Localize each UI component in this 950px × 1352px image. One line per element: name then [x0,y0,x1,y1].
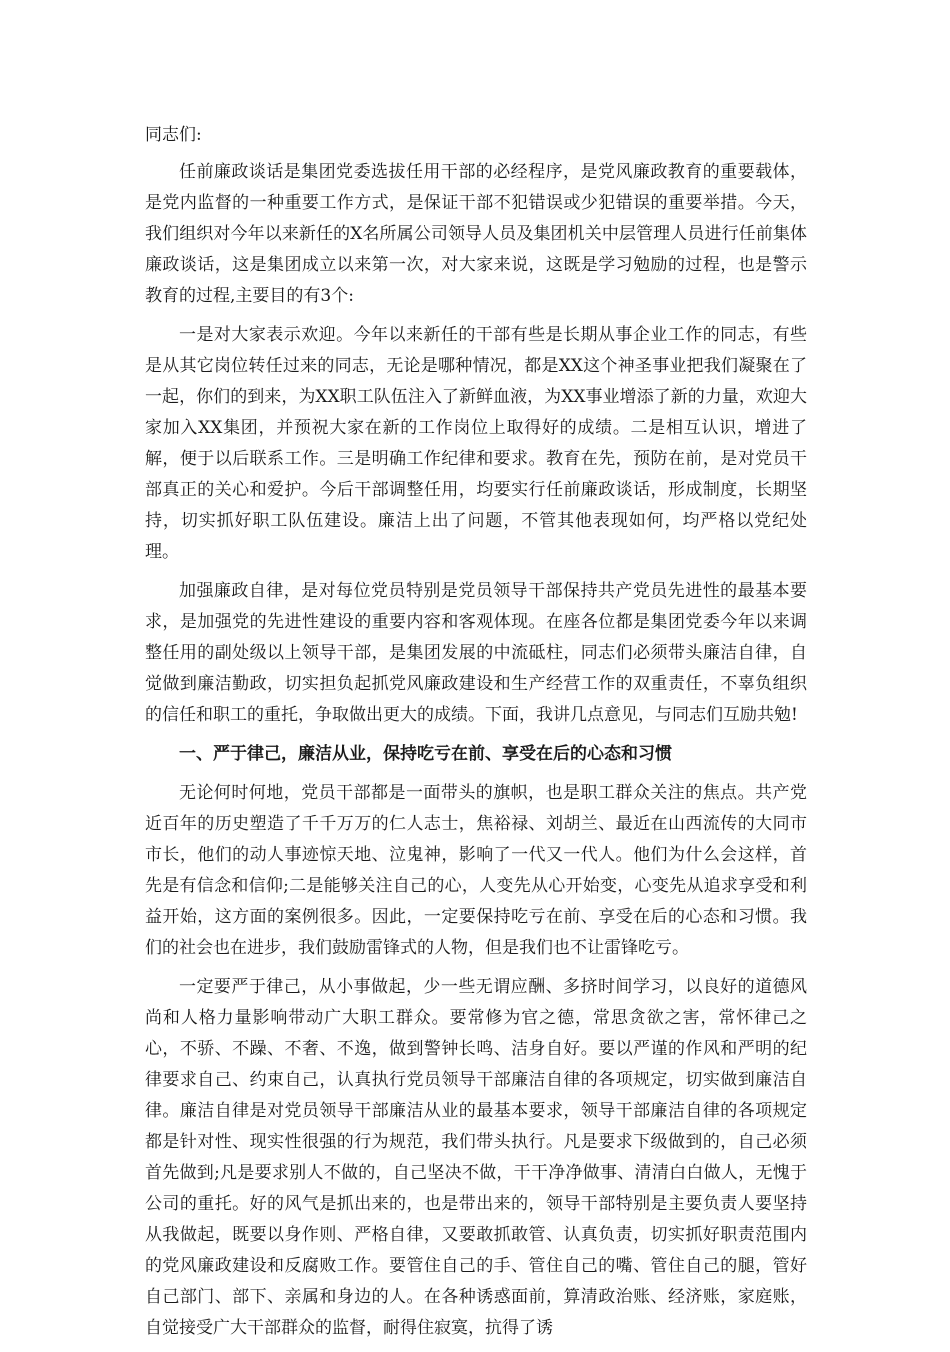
intro-paragraph: 任前廉政谈话是集团党委选拔任用干部的必经程序，是党风廉政教育的重要载体，是党内监督的一种重要工作方式，是保证干部不犯错误或少犯错误的重要举措。今天，我们组织对今年以来新任的X名所属公司领导人员及集团机关中层管理人员进行任前集体廉政谈话，这是集团成立以来第一次，对大家来说，这既是学习勉励的过程，也是警示教育的过程,主要目的有3个: [145,162,807,306]
greeting: 同志们: [145,125,202,145]
section-paragraph: 一定要严于律己，从小事做起，少一些无谓应酬、多挤时间学习，以良好的道德风尚和人格力量影响带动广大职工群众。要常修为官之德，常思贪欲之害，常怀律己之心，不骄、不躁、不奢、不逸，做到警钟长鸣、洁身自好。要以严谨的作风和严明的纪律要求自己、约束自己，认真执行党员领导干部廉洁自律的各项规定，切实做到廉洁自律。廉洁自律是对党员领导干部廉洁从业的最基本要求，领导干部廉洁自律的各项规定都是针对性、现实性很强的行为规范，我们带头执行。凡是要求下级做到的，自己必须首先做到;凡是要求别人不做的，自己坚决不做，干干净净做事、清清白白做人，无愧于公司的重托。好的风气是抓出来的，也是带出来的，领导干部特别是主要负责人要坚持从我做起，既要以身作则、严格自律，又要敢抓敢管、认真负责，切实抓好职责范围内的党风廉政建设和反腐败工作。要管住自己的手、管住自己的嘴、管住自己的腿，管好自己部门、部下、亲属和身边的人。在各种诱惑面前，算清政治账、经济账，家庭账，自觉接受广大干部群众的监督，耐得住寂寞，抗得了诱 [145,977,807,1338]
welcome-paragraph: 一是对大家表示欢迎。今年以来新任的干部有些是长期从事企业工作的同志，有些是从其它岗位转任过来的同志，无论是哪种情况，都是XX这个神圣事业把我们凝聚在了一起，你们的到来，为XX职工队伍注入了新鲜血液，为XX事业增添了新的力量，欢迎大家加入XX集团，并预祝大家在新的工作岗位上取得好的成绩。二是相互认识，增进了解，便于以后联系工作。三是明确工作纪律和要求。教育在先，预防在前，是对党员干部真正的关心和爱护。今后干部调整任用，均要实行任前廉政谈话，形成制度，长期坚持，切实抓好职工队伍建设。廉洁上出了问题，不管其他表现如何，均严格以党纪处理。 [145,325,807,562]
self-discipline-paragraph: 加强廉政自律，是对每位党员特别是党员领导干部保持共产党员先进性的最基本要求，是加强党的先进性建设的重要内容和客观体现。在座各位都是集团党委今年以来调整任用的副处级以上领导干部，是集团发展的中流砥柱，同志们必须带头廉洁自律，自觉做到廉洁勤政，切实担负起抓党风廉政建设和生产经营工作的双重责任，不辜负组织的信任和职工的重托，争取做出更大的成绩。下面，我讲几点意见，与同志们互励共勉! [145,581,807,725]
section-heading: 一、严于律己，廉洁从业，保持吃亏在前、享受在后的心态和习惯 [179,744,672,764]
section-paragraph: 无论何时何地，党员干部都是一面带头的旗帜，也是职工群众关注的焦点。共产党近百年的历史塑造了千千万万的仁人志士，焦裕禄、刘胡兰、最近在山西流传的大同市市长，他们的动人事迹惊天地、泣鬼神，影响了一代又一代人。他们为什么会这样，首先是有信念和信仰;二是能够关注自己的心，人变先从心开始变，心变先从追求享受和利益开始，这方面的案例很多。因此，一定要保持吃亏在前、享受在后的心态和习惯。我们的社会也在进步，我们鼓励雷锋式的人物，但是我们也不让雷锋吃亏。 [145,783,807,958]
document-page [145,120,807,1352]
